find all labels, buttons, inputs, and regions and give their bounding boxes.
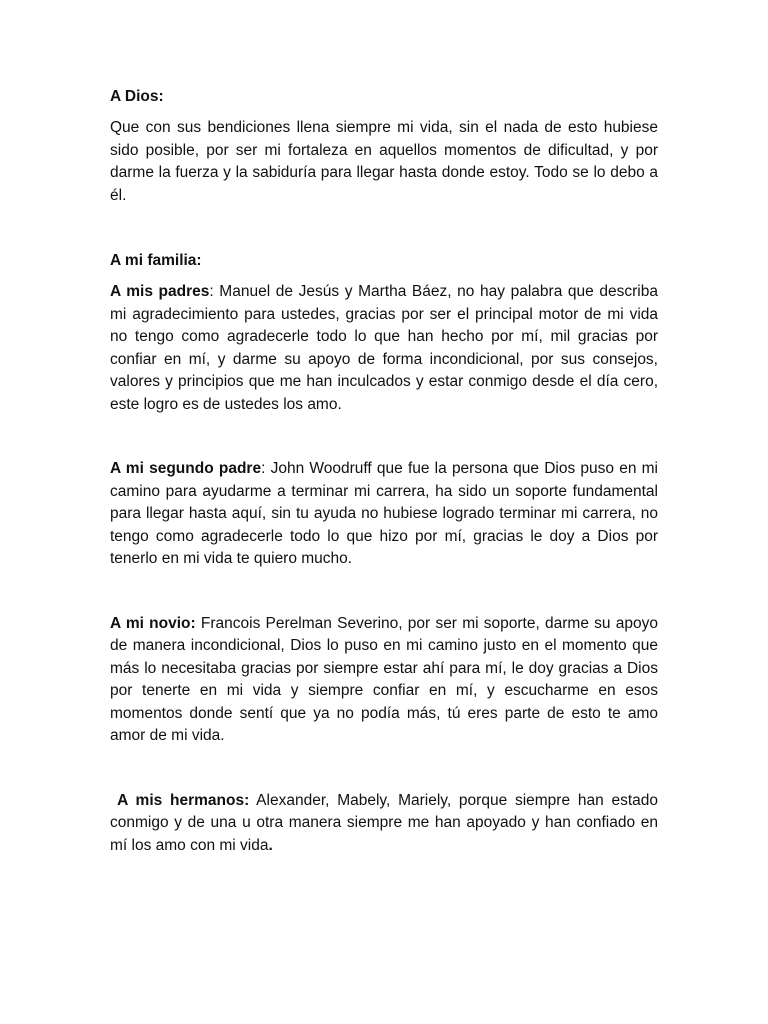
paragraph-novio bbox=[110, 613, 658, 748]
text-novio: Francois Perelman Severino, por ser mi soporte, darme su apoyo de manera incondicional, Dios lo puso en mi camino justo en el momento que más lo necesitaba gracias por siempre estar ahí para mí, le doy gracias a Dios por tenerte en mi vida y siempre confiar en mí, y escucharme en esos momentos donde sentí que ya no podía más, tú eres parte de esto te amo amor de mi vida. bbox=[110, 614, 658, 744]
section-heading-dios: A Dios: bbox=[110, 88, 164, 105]
lead-hermanos: A mis hermanos: bbox=[110, 791, 250, 809]
lead-novio: A mi novio: bbox=[110, 614, 196, 632]
paragraph-segundo-padre bbox=[110, 458, 658, 571]
text-hermanos: Alexander, Mabely, Mariely, porque siempre han estado conmigo y de una u otra manera siempre me han apoyado y han confiado en mí los amo con mi vida bbox=[110, 791, 658, 854]
section-heading-familia: A mi familia: bbox=[110, 252, 202, 269]
lead-padres: A mis padres bbox=[110, 283, 210, 300]
paragraph-dios: Que con sus bendiciones llena siempre mi vida, sin el nada de esto hubiese sido posible, por ser mi fortaleza en aquellos momentos de dificultad, y por darme la fuerza y la sabiduría para llegar hasta donde estoy. Todo se lo debo a él. bbox=[110, 119, 658, 204]
text-padres: : Manuel de Jesús y Martha Báez, no hay palabra que describa mi agradecimiento para ustedes, gracias por ser el principal motor de mi vida no tengo como agradecerle todo lo que han hecho por mí, mil gracias por confiar en mí, y darme su apoyo de forma incondicional, por sus consejos, valores y principios que me han inculcados y estar conmigo desde el día cero, este logro es de ustedes los amo. bbox=[110, 283, 658, 413]
text-segundo-padre: : John Woodruff que fue la persona que Dios puso en mi camino para ayudarme a terminar mi carrera, ha sido un soporte fundamental para llegar hasta aquí, sin tu ayuda no hubiese logrado terminar mi carrera, no tengo como agradecerle todo lo que hizo por mí, gracias le doy a Dios por tenerlo en mi vida te quiero mucho. bbox=[110, 460, 658, 567]
paragraph-padres bbox=[110, 281, 658, 416]
document-page bbox=[110, 86, 658, 857]
end-period-hermanos: . bbox=[268, 836, 273, 854]
lead-segundo-padre: A mi segundo padre bbox=[110, 460, 262, 477]
paragraph-hermanos bbox=[110, 790, 658, 858]
